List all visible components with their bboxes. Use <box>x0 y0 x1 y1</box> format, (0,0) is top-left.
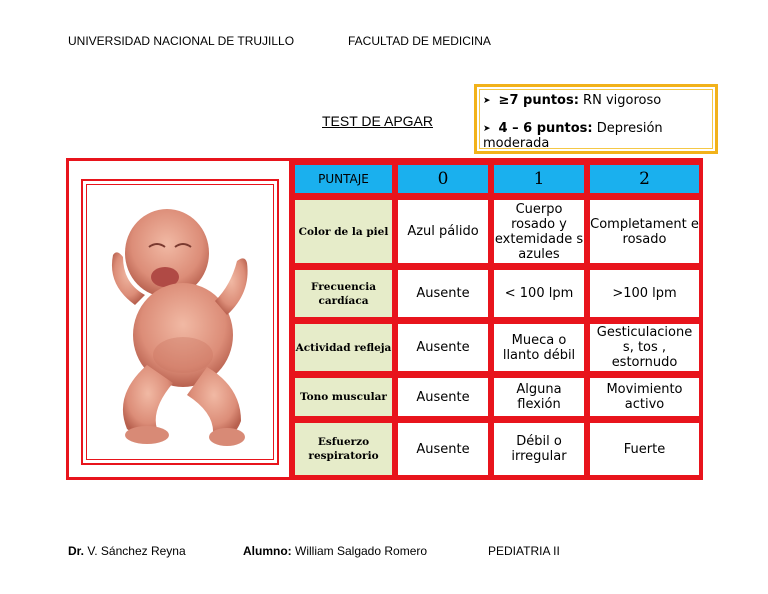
cell-color-0: Azul pálido <box>396 198 490 265</box>
student-credit: Alumno: William Salgado Romero <box>243 544 428 558</box>
cell-respiratory-2: Fuerte <box>588 421 701 477</box>
cell-heart-rate-0: Ausente <box>396 268 490 319</box>
faculty-name: FACULTAD DE MEDICINA <box>348 34 491 48</box>
cell-color-1: Cuerpo rosado y extemidade s azules <box>492 198 586 265</box>
course-name: PEDIATRIA II <box>488 544 560 558</box>
score-line-vigorous: ➤ ≥7 puntos: RN vigoroso <box>483 93 662 108</box>
header-puntaje: PUNTAJE <box>293 163 394 195</box>
university-name: UNIVERSIDAD NACIONAL DE TRUJILLO <box>68 34 295 48</box>
cell-respiratory-1: Débil o irregular <box>492 421 586 477</box>
cell-respiratory-0: Ausente <box>396 421 490 477</box>
doctor-credit: Dr. V. Sánchez Reyna <box>68 544 186 558</box>
header-score-2: 2 <box>588 163 701 195</box>
cell-heart-rate-1: < 100 lpm <box>492 268 586 319</box>
cell-muscle-tone-2: Movimiento activo <box>588 376 701 418</box>
cell-muscle-tone-0: Ausente <box>396 376 490 418</box>
cell-reflex-0: Ausente <box>396 322 490 373</box>
header-score-0: 0 <box>396 163 490 195</box>
score-interpretation-box <box>474 84 718 154</box>
cell-reflex-1: Mueca o llanto débil <box>492 322 586 373</box>
bullet-arrow-icon: ➤ <box>483 124 491 134</box>
row-label-reflex: Actividad refleja <box>293 322 394 373</box>
cell-heart-rate-2: >100 lpm <box>588 268 701 319</box>
row-label-heart-rate: Frecuencia cardíaca <box>293 268 394 319</box>
row-label-color: Color de la piel <box>293 198 394 265</box>
cell-color-2: Completament e rosado <box>588 198 701 265</box>
bullet-arrow-icon: ➤ <box>483 96 491 106</box>
newborn-image-cell <box>69 161 289 477</box>
row-label-respiratory: Esfuerzo respiratorio <box>293 421 394 477</box>
page-title: TEST DE APGAR <box>322 113 433 129</box>
score-line-moderate: ➤ 4 – 6 puntos: Depresión moderada <box>483 121 663 151</box>
row-label-muscle-tone: Tono muscular <box>293 376 394 418</box>
header-score-1: 1 <box>492 163 586 195</box>
newborn-illustration <box>87 185 273 459</box>
cell-muscle-tone-1: Alguna flexión <box>492 376 586 418</box>
cell-reflex-2: Gesticulacione s, tos , estornudo <box>588 322 701 373</box>
